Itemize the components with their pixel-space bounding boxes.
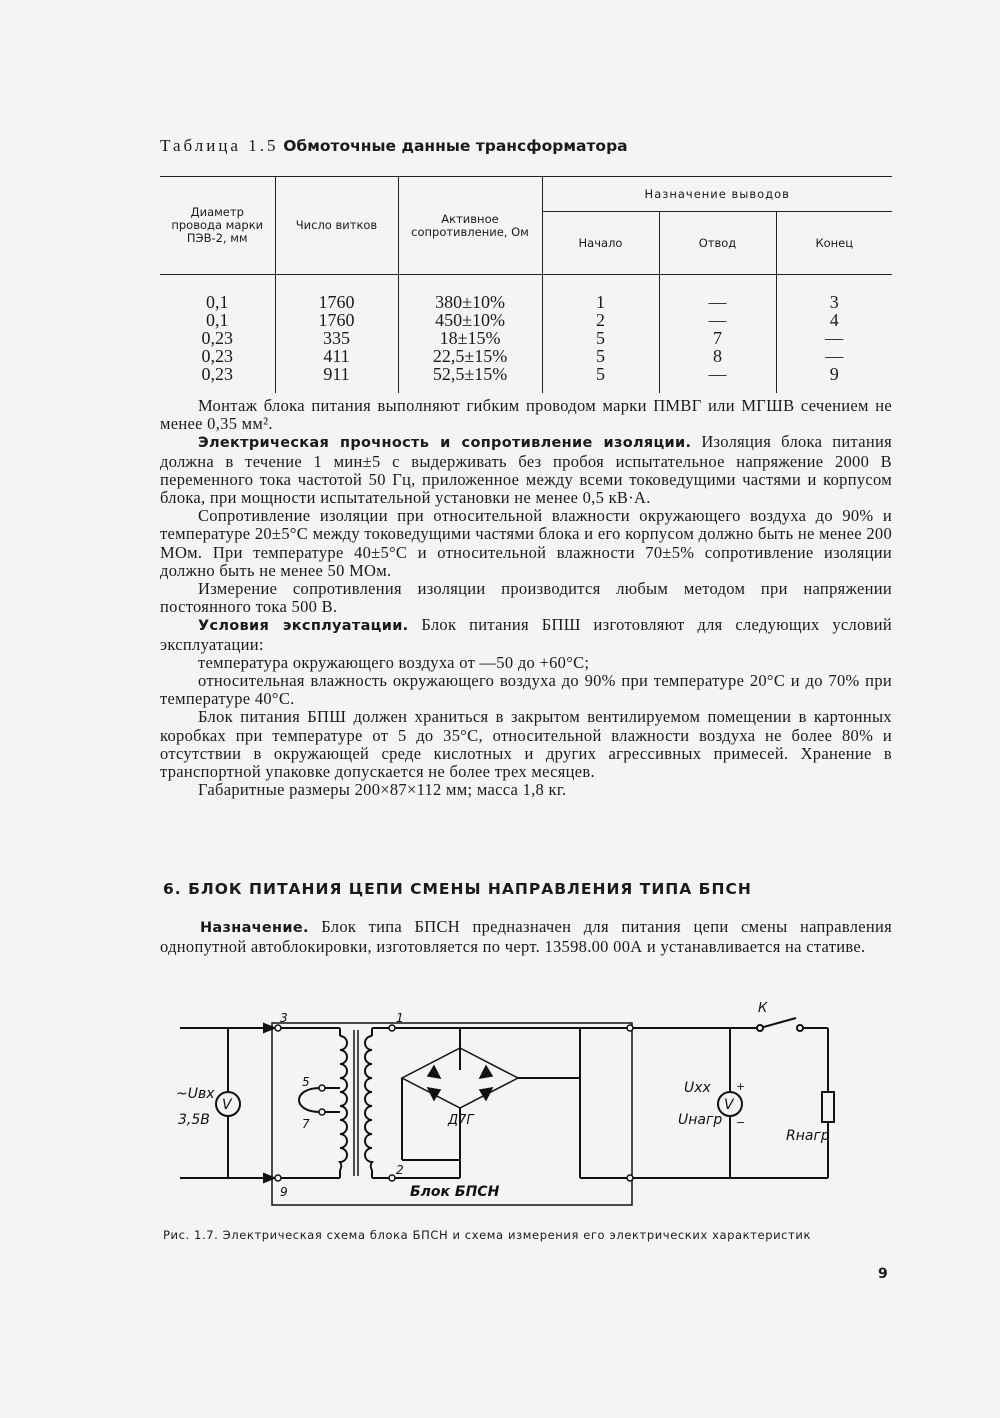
terminal-icon (389, 1175, 395, 1181)
paragraph: Измерение сопротивления изоляции производится любым методом при напряжении постоянного тока 500 В. (160, 579, 892, 617)
table-cell: 5 (596, 328, 605, 348)
table-cell: 7 (713, 328, 722, 348)
header-end: Конец (776, 212, 892, 275)
table-cell: 0,1 (206, 292, 229, 312)
paragraph-text: Изоляция блока питания должна в течение 1 мин±5 с выдерживать без пробоя испытательное напряжение 2000 В переменного тока частотой 50 Гц, приложенное между всеми токоведущими частями и корпусом блока, при мощности испытательной установки не менее 0,5 кВ·А. (160, 432, 893, 508)
table-cell: — (708, 310, 727, 330)
pin-label: 2 (396, 1163, 404, 1177)
table-title: Обмоточные данные трансформатора (283, 137, 628, 155)
body-text (160, 397, 892, 799)
diode-icon (428, 1066, 440, 1078)
paragraph (160, 433, 892, 507)
unagr-label: Uнагр (678, 1112, 723, 1128)
diode-icon (428, 1088, 440, 1100)
table-cell: 0,23 (201, 364, 233, 384)
table-caption (160, 136, 628, 156)
paragraph-text: Блок питания БПШ изготовляют для следующих условий эксплуатации: (160, 615, 892, 654)
table-cell: 411 (323, 346, 350, 366)
paragraph: температура окружающего воздуха от —50 до +60°С; (198, 652, 590, 672)
paragraph: Габаритные размеры 200×87×112 мм; масса 1,8 кг. (198, 780, 567, 800)
figure-caption: Рис. 1.7. Электрическая схема блока БПСН и схема измерения его электрических характеристик (163, 1228, 812, 1242)
start-column (542, 275, 659, 394)
paragraph-heading: Условия эксплуатации. (198, 618, 409, 635)
winding-data-table (160, 176, 892, 393)
switch-contact (797, 1025, 803, 1031)
diameter-column (160, 275, 275, 394)
load-resistor (822, 1092, 834, 1122)
table-cell: 18±15% (439, 328, 501, 348)
input-voltage-value: 3,5В (178, 1112, 210, 1128)
table-cell: 22,5±15% (432, 346, 508, 366)
plus-sign: + (736, 1080, 746, 1093)
table-cell: 9 (829, 364, 839, 384)
header-turns: Число витков (275, 177, 398, 275)
turns-column (275, 275, 398, 394)
diode-icon (480, 1088, 492, 1100)
secondary-winding (365, 1036, 372, 1170)
terminal-icon (275, 1025, 281, 1031)
tap-jumper (299, 1088, 320, 1112)
header-start: Начало (542, 212, 659, 275)
table-cell: 5 (596, 364, 605, 384)
header-leads-group: Назначение выводов (542, 177, 892, 212)
table-cell: 1760 (318, 310, 355, 330)
table-cell: 3 (829, 292, 839, 312)
terminal-icon (389, 1025, 395, 1031)
pin-label: 9 (280, 1185, 288, 1199)
uxx-label: Uхх (684, 1080, 711, 1096)
paragraph-text: Блок типа БПСН предназначен для питания цепи смены направления однопутной автоблокировки, изготовляется по черт. 13598.00 00А и устанавливается на стативе. (160, 917, 892, 956)
paragraph: Монтаж блока питания выполняют гибким проводом марки ПМВГ или МГШВ сечением не менее 0,35 мм². (160, 396, 892, 434)
table-cell: 5 (596, 346, 605, 366)
paragraph: Сопротивление изоляции при относительной влажности окружающего воздуха до 90% и температуре 20±5°С между токоведущими частями блока и его корпусом должно быть не менее 200 МОм. При температуре 40±5°С и относительной влажности 70±5% сопротивление изоляции должно быть не менее 50 МОм. (160, 506, 892, 580)
pin-label: 3 (280, 1011, 288, 1025)
end-column (776, 275, 892, 394)
paragraph-heading: Назначение. (200, 920, 309, 936)
terminal-icon (319, 1109, 325, 1115)
pin-label: 1 (396, 1011, 404, 1025)
table-cell: 380±10% (435, 292, 505, 312)
table-cell: — (708, 292, 727, 312)
terminal-icon (627, 1025, 633, 1031)
resistance-column (398, 275, 542, 394)
table-cell: 0,23 (201, 328, 233, 348)
switch-contact (757, 1025, 763, 1031)
table-number: Таблица 1.5 (160, 136, 279, 155)
paragraph (160, 616, 892, 653)
table-cell: 8 (713, 346, 722, 366)
switch-k (760, 1018, 796, 1028)
table-cell: 1760 (318, 292, 355, 312)
table-cell: 1 (596, 292, 605, 312)
purpose-paragraph (160, 918, 892, 956)
header-tap: Отвод (659, 212, 776, 275)
primary-winding (340, 1036, 347, 1170)
table-cell: 911 (323, 364, 350, 384)
table-cell: 4 (829, 310, 839, 330)
voltmeter-symbol: V (222, 1097, 232, 1113)
pin-label: 7 (302, 1117, 310, 1131)
bridge-label: Д7Г (448, 1113, 474, 1128)
table-cell: — (825, 346, 844, 366)
input-voltage-label: ~Uвх (176, 1086, 215, 1102)
rnagr-label: Rнагр (786, 1128, 830, 1144)
terminal-icon (275, 1175, 281, 1181)
table-cell: 335 (323, 328, 350, 348)
section-title: 6. БЛОК ПИТАНИЯ ЦЕПИ СМЕНЫ НАПРАВЛЕНИЯ ТИПА БПСН (163, 880, 752, 898)
voltmeter-symbol: V (724, 1097, 734, 1113)
terminal-icon (627, 1175, 633, 1181)
pin-label: 5 (302, 1075, 310, 1089)
header-diameter: Диаметр провода марки ПЭВ-2, мм (171, 205, 264, 245)
paragraph-heading: Электрическая прочность и сопротивление изоляции. (198, 435, 692, 452)
switch-label: К (758, 1001, 768, 1016)
tap-column (659, 275, 776, 394)
paragraph: Блок питания БПШ должен храниться в закрытом вентилируемом помещении в картонных коробках при температуре от 5 до 35°С, относительной влажности воздуха не более 80% и отсутствии в окружающей среде кислотных и других агрессивных примесей. Хранение в транспортной упаковке допускается не более трех месяцев. (160, 707, 892, 782)
table-cell: 0,23 (201, 346, 233, 366)
table-cell: 52,5±15% (432, 364, 508, 384)
page-number: 9 (878, 1266, 888, 1282)
table-cell: 0,1 (206, 310, 229, 330)
block-label: Блок БПСН (410, 1184, 500, 1200)
header-resistance: Активное сопротивление, Ом (398, 177, 542, 275)
paragraph: относительная влажность окружающего воздуха до 90% при температуре 20°С и до 70% при температуре 40°С. (160, 671, 892, 709)
table-cell: — (708, 364, 727, 384)
table-cell: — (825, 328, 844, 348)
bpsn-schematic-diagram (160, 1000, 860, 1220)
minus-sign: − (736, 1116, 746, 1129)
terminal-icon (319, 1085, 325, 1091)
diode-icon (480, 1066, 492, 1078)
table-cell: 450±10% (435, 310, 505, 330)
table-cell: 2 (596, 310, 605, 330)
